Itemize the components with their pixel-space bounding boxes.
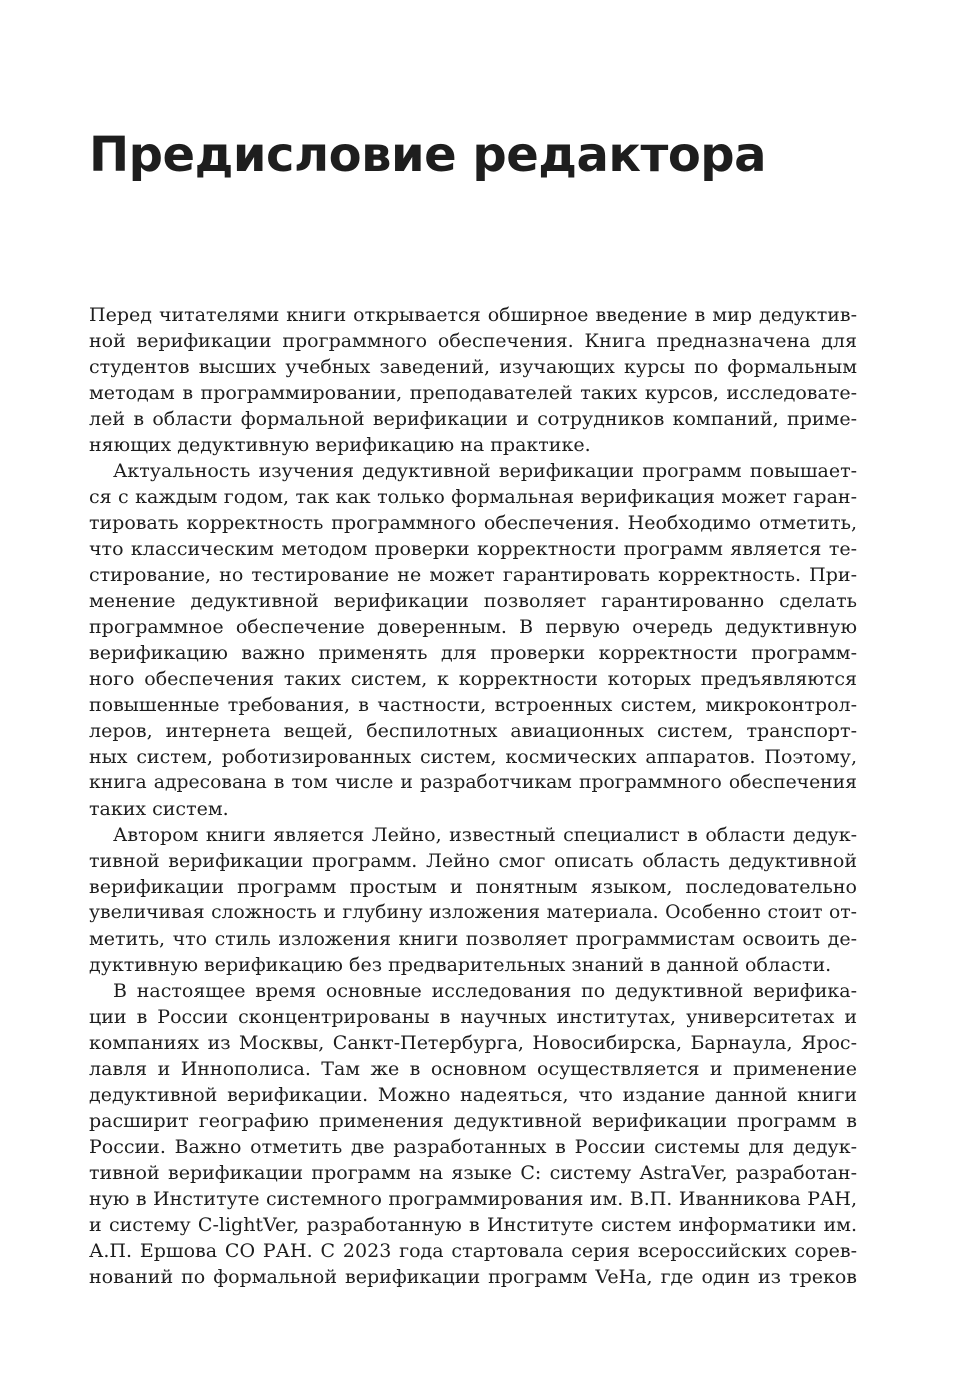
text-line: тивной верификации программ. Лейно смог описать область дедуктивной: [89, 850, 857, 872]
text-line: повышенные требования, в частности, встроенных систем, микроконтрол-: [89, 694, 857, 716]
text-line: В настоящее время основные исследования по дедуктивной верифика-: [113, 980, 857, 1002]
paragraph: [89, 822, 857, 978]
text-line: таких систем.: [89, 798, 229, 820]
text-line: верификацию важно применять для проверки корректности программ-: [89, 642, 857, 664]
text-line: ся с каждым годом, так как только формальная верификация может гаран-: [89, 486, 857, 508]
paragraph: [89, 302, 857, 458]
text-line: методам в программировании, преподавателей таких курсов, исследовате-: [89, 382, 857, 404]
text-line: лавля и Иннополиса. Там же в основном осуществляется и применение: [89, 1058, 857, 1080]
text-line: нований по формальной верификации программ VeHa, где один из треков: [89, 1266, 857, 1288]
text-line: дуктивную верификацию без предварительных знаний в данной области.: [89, 954, 832, 976]
text-line: А.П. Ершова СО РАН. С 2023 года стартовала серия всероссийских сорев-: [89, 1240, 857, 1262]
text-line: что классическим методом проверки корректности программ является те-: [89, 538, 857, 560]
text-line: тивной верификации программ на языке С: систему AstraVer, разработан-: [89, 1162, 857, 1184]
text-line: России. Важно отметить две разработанных в России системы для дедук-: [89, 1136, 857, 1158]
text-line: студентов высших учебных заведений, изучающих курсы по формальным: [89, 356, 857, 378]
text-line: стирование, но тестирование не может гарантировать корректность. При-: [89, 564, 857, 586]
text-line: Перед читателями книги открывается обширное введение в мир дедуктив-: [89, 304, 857, 326]
text-line: Автором книги является Лейно, известный специалист в области дедук-: [113, 824, 857, 846]
text-line: расширит географию применения дедуктивной верификации программ в: [89, 1110, 857, 1132]
text-line: увеличивая сложность и глубину изложения материала. Особенно стоит от-: [89, 902, 857, 923]
chapter-title: Предисловие редактора: [89, 127, 767, 183]
text-line: леров, интернета вещей, беспилотных авиационных систем, транспорт-: [89, 720, 857, 742]
text-line: Актуальность изучения дедуктивной верификации программ повышает-: [113, 460, 857, 482]
text-line: ной верификации программного обеспечения. Книга предназначена для: [89, 330, 857, 352]
text-line: верификации программ простым и понятным языком, последовательно: [89, 876, 857, 898]
text-line: лей в области формальной верификации и сотрудников компаний, приме-: [89, 408, 857, 430]
text-line: няющих дедуктивную верификацию на практике.: [89, 434, 591, 456]
text-line: ных систем, роботизированных систем, космических аппаратов. Поэтому,: [89, 746, 857, 768]
text-line: менение дедуктивной верификации позволяет гарантированно сделать: [89, 590, 857, 612]
paragraph: [89, 978, 857, 1290]
text-line: тировать корректность программного обеспечения. Необходимо отметить,: [89, 512, 857, 534]
body-text: [89, 302, 857, 1290]
text-line: компаниях из Москвы, Санкт-Петербурга, Новосибирска, Барнаула, Ярос-: [89, 1032, 857, 1054]
text-line: и систему C-lightVer, разработанную в Институте систем информатики им.: [89, 1214, 857, 1236]
text-line: метить, что стиль изложения книги позволяет программистам освоить де-: [89, 928, 857, 950]
paragraph: [89, 458, 857, 822]
text-line: ции в России сконцентрированы в научных институтах, университетах и: [89, 1006, 857, 1028]
text-line: дедуктивной верификации. Можно надеяться, что издание данной книги: [89, 1084, 857, 1106]
text-line: программное обеспечение доверенным. В первую очередь дедуктивную: [89, 616, 857, 638]
text-line: ную в Институте системного программирования им. В.П. Иванникова РАН,: [89, 1188, 857, 1210]
text-line: книга адресована в том числе и разработчикам программного обеспечения: [89, 772, 857, 793]
text-line: ного обеспечения таких систем, к корректности которых предъявляются: [89, 668, 857, 690]
